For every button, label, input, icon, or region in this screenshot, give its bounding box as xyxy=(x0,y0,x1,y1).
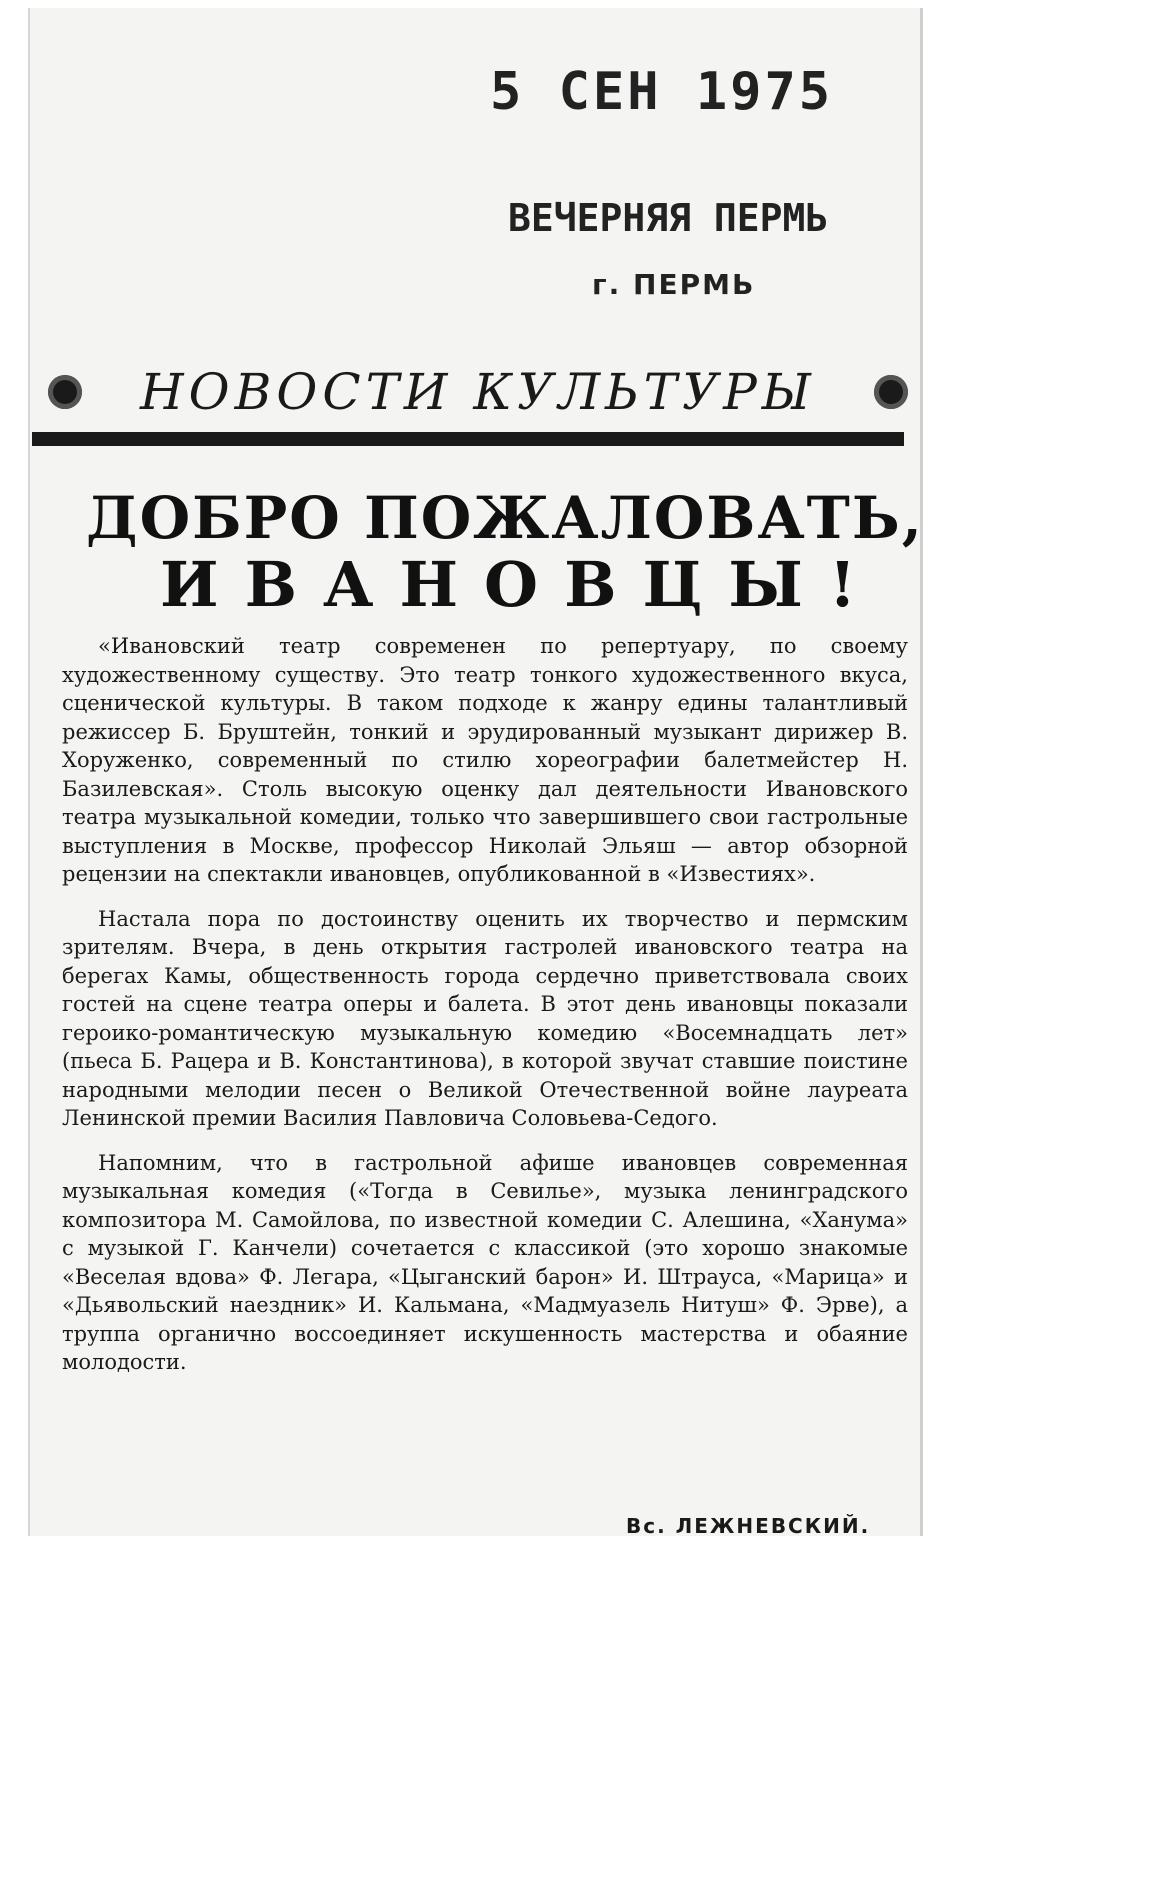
rubric-header xyxy=(48,364,908,420)
city-stamp: г. ПЕРМЬ xyxy=(592,268,756,301)
rubric-divider xyxy=(32,432,904,446)
article-body xyxy=(62,632,908,1393)
bullet-left-icon xyxy=(48,375,82,409)
date-stamp: 5 СЕН 1975 xyxy=(490,62,834,122)
author-signature: Вс. ЛЕЖНЕВСКИЙ. xyxy=(626,1514,871,1538)
article-paragraph-3: Напомним, что в гастрольной афише ивановцев современная музыкальная комедия («Тогда в Севилье», музыка ленинградского композитора М. Самойлова, по известной комедии С. Алешина, «Ханума» с музыкой Г. Канчели) сочетается с классикой (это хорошо знакомые «Веселая вдова» Ф. Легара, «Цыганский барон» И. Штрауса, «Марица» и «Дьявольский наездник» И. Кальмана, «Мадмуазель Нитуш» Ф. Эрве), а труппа органично воссоединяет искушенность мастерства и обаяние молодости. xyxy=(62,1150,908,1374)
headline-line-1: ДОБРО ПОЖАЛОВАТЬ, xyxy=(86,484,924,552)
article-paragraph-2: Настала пора по достоинству оценить их творчество и пермским зрителям. Вчера, в день открытия гастролей ивановского театра на берегах Камы, общественность города сердечно приветствовала своих гостей на сцене театра оперы и балета. В этот день ивановцы показали героико-романтическую музыкальную комедию «Восемнадцать лет» (пьеса Б. Рацера и В. Константинова), в которой звучат ставшие поистине народными мелодии песен о Великой Отечественной войне лауреата Ленинской премии Василия Павловича Соловьева-Седого. xyxy=(62,906,908,1130)
headline-line-2: ИВАНОВЦЫ! xyxy=(160,548,883,621)
bullet-right-icon xyxy=(874,375,908,409)
rubric-title: НОВОСТИ КУЛЬТУРЫ xyxy=(140,363,816,421)
newspaper-name-stamp: ВЕЧЕРНЯЯ ПЕРМЬ xyxy=(508,196,829,240)
article-paragraph-1: «Ивановский театр современен по репертуару, по своему художественному существу. Это театр тонкого художественного вкуса, сценической культуры. В таком подходе к жанру едины талантливый режиссер Б. Бруштейн, тонкий и эрудированный музыкант дирижер В. Хоруженко, современный по стилю хореографии балетмейстер Н. Базилевская». Столь высокую оценку дал деятельности Ивановского театра музыкальной комедии, только что завершившего свои гастрольные выступления в Москве, профессор Николай Эльяш — автор обзорной рецензии на спектакли ивановцев, опубликованной в «Известиях». xyxy=(62,634,908,886)
